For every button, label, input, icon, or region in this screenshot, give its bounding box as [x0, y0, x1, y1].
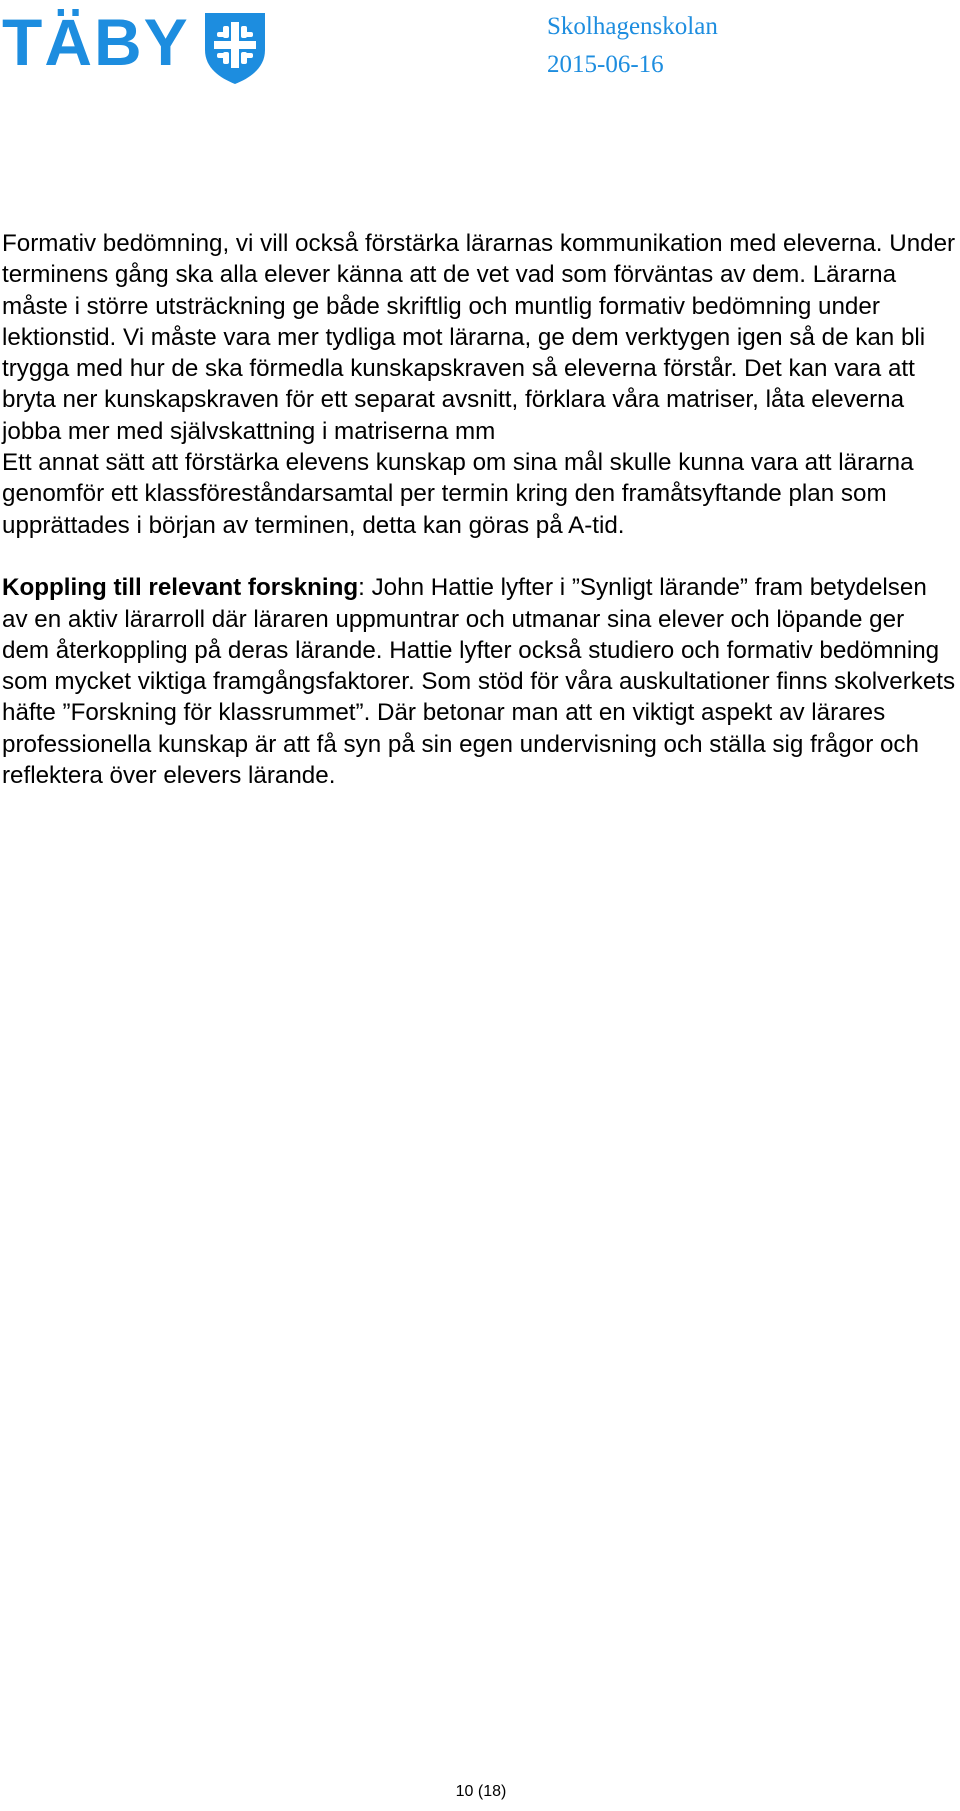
research-label: Koppling till relevant forskning [2, 574, 359, 602]
page-footer [0, 1782, 960, 1802]
logo-wordmark: TÄBY [2, 5, 190, 79]
research-text: : John Hattie lyfter i ”Synligt lärande” fram betydelsen av en aktiv lärarroll där läraren uppmuntrar och utmanar sina elever och löpande ger dem återkoppling på deras lärande. Hattie lyfter också studiero och formativ bedömning som mycket viktiga framgångsfaktorer. Som stöd för våra auskultationer finns skolverkets häfte ”Forskning för klassrummet”. Där betonar man att en viktigt aspekt av lärares professionella kunskap är att få syn på sin egen undervisning och ställa sig frågor och reflektera över elevers lärande. [2, 574, 956, 790]
paragraph-class-teacher-talk: Ett annat sätt att förstärka elevens kunskap om sina mål skulle kunna vara att lärarna genomför ett klassföreståndarsamtal per termin kring den framåtsyftande plan som upprättades i början av terminen, detta kan göras på A-tid. [2, 449, 914, 539]
taby-shield-icon [202, 10, 268, 86]
page-number: 10 (18) [455, 1783, 507, 1800]
paragraph-research [2, 572, 957, 791]
paragraph-spacer [2, 541, 957, 572]
paragraph-formative-assessment: Formativ bedömning, vi vill också förstärka lärarnas kommunikation med eleverna. Under terminens gång ska alla elever känna att de vet vad som förväntas av dem. Lärarna måste i större utsträckning ge både skriftlig och muntlig formativ bedömning under lektionstid. Vi måste vara mer tydliga mot lärarna, ge dem verktygen igen så de kan bli trygga med hur de ska förmedla kunskapskraven så eleverna förstår. Det kan vara att bryta ner kunskapskraven för ett separat avsnitt, förklara våra matriser, låta eleverna jobba mer med självskattning i matriserna mm [2, 230, 956, 445]
school-name: Skolhagenskolan [547, 13, 718, 40]
page-header [0, 0, 960, 100]
document-body [2, 228, 957, 791]
document-date: 2015-06-16 [547, 51, 664, 78]
taby-logo [2, 6, 268, 86]
header-meta [547, 8, 718, 84]
